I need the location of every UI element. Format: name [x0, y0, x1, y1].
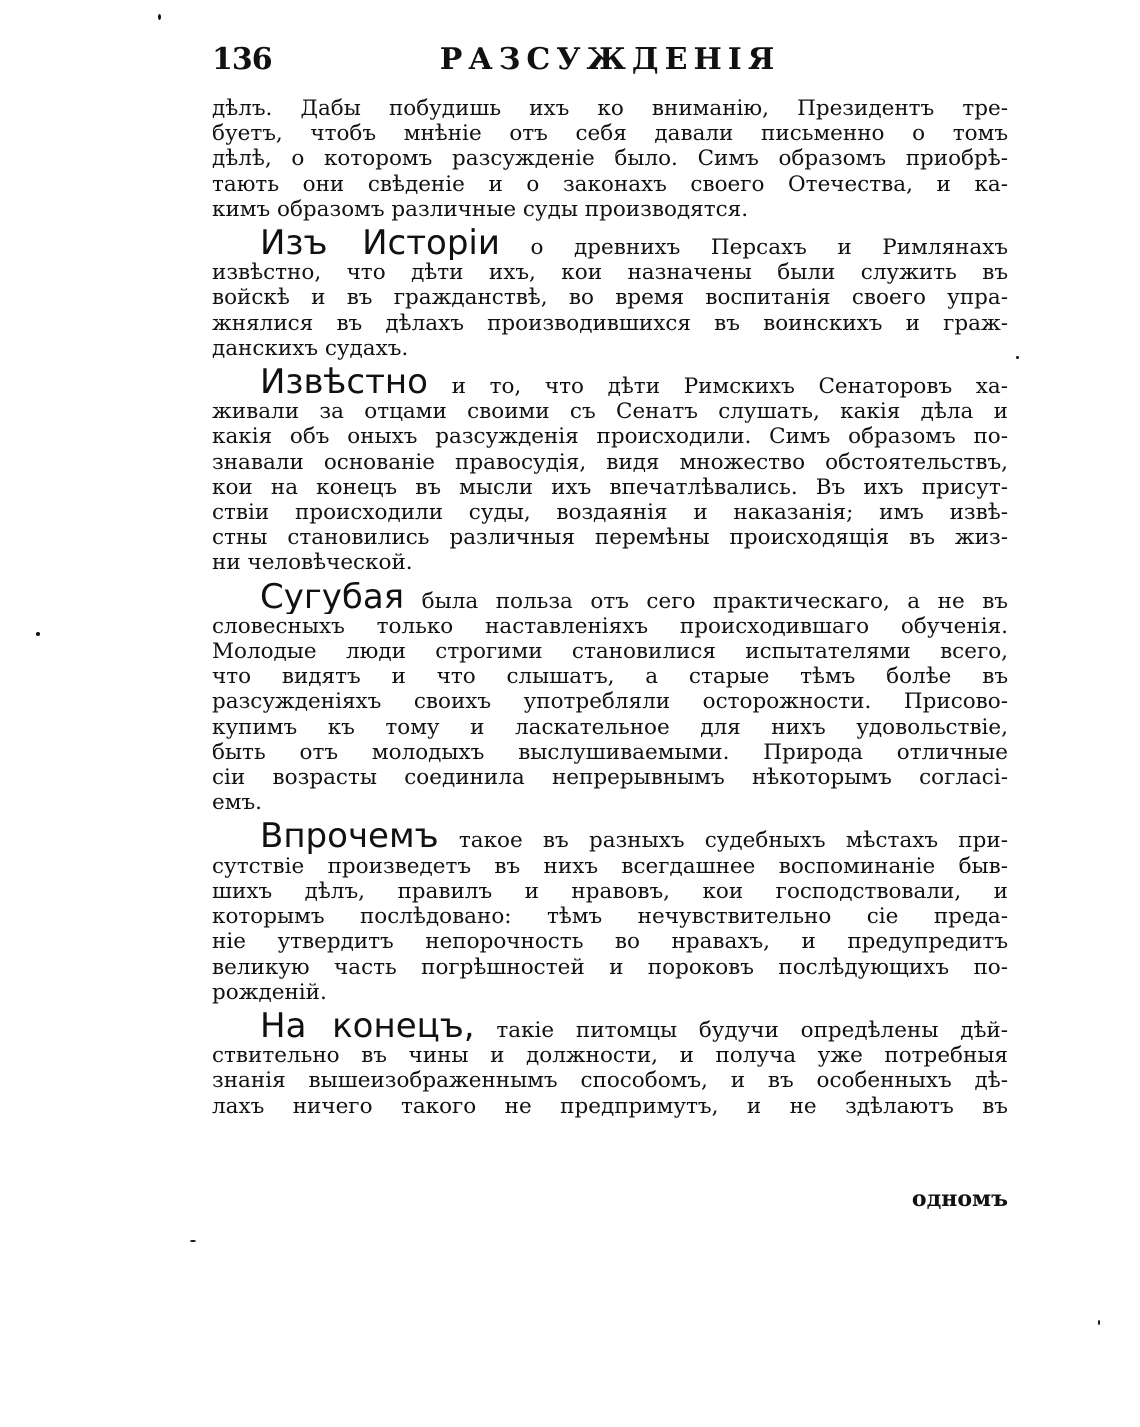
- text-line: купимъ къ тому и ласкательное для нихъ удовольствіе,: [212, 714, 1008, 740]
- text-line: данскихъ судахъ.: [212, 335, 409, 361]
- paragraph-lead: Сугубая: [260, 581, 405, 614]
- paragraph-lead: Впрочемъ: [260, 821, 439, 854]
- text-line: [212, 821, 1008, 853]
- text-line: ствительно въ чины и должности, и получа уже потребныя: [212, 1043, 1008, 1069]
- text-line: буетъ, чтобъ мнѣніе отъ себя давали письменно о томъ: [212, 121, 1008, 147]
- scan-speck: [1016, 356, 1019, 359]
- scan-speck: [158, 14, 161, 20]
- text-line: знанія вышеизображеннымъ способомъ, и въ особенныхъ дѣ-: [212, 1068, 1008, 1094]
- text-line: [212, 228, 1008, 260]
- text-line: ствіи происходили суды, воздаянія и наказанія; имъ извѣ-: [212, 500, 1008, 526]
- page-body: [212, 96, 1008, 1125]
- running-head: РАЗСУЖДЕНІЯ: [439, 42, 781, 77]
- paragraph-2: [212, 228, 1008, 361]
- text-line: извѣстно, что дѣти ихъ, кои назначены были служить въ: [212, 260, 1008, 286]
- text-line: стны становились различныя перемѣны происходящія въ жиз-: [212, 525, 1008, 551]
- paragraph-lead: Изъ Исторіи: [260, 228, 500, 261]
- text-line: сутствіе произведетъ въ нихъ всегдашнее воспоминаніе быв-: [212, 853, 1008, 879]
- text-line: жнялися въ дѣлахъ производившихся въ воинскихъ и граж-: [212, 310, 1008, 336]
- text-line: великую часть погрѣшностей и пороковъ послѣдующихъ по-: [212, 954, 1008, 980]
- text-line-rest: была польза отъ сего практическаго, а не въ: [421, 588, 1008, 614]
- text-line: которымъ послѣдовано: тѣмъ нечувствительно сіе преда-: [212, 904, 1008, 930]
- text-line: какія объ оныхъ разсужденія происходили. Симъ образомъ по-: [212, 424, 1008, 450]
- text-line-rest: и то, что дѣти Римскихъ Сенаторовъ ха-: [451, 374, 1008, 400]
- text-line: Молодые люди строгими становилися испытателями всего,: [212, 639, 1008, 665]
- scan-speck: [36, 632, 40, 636]
- text-line: словесныхъ только наставленіяхъ происходившаго обученія.: [212, 613, 1008, 639]
- paragraph-3: [212, 367, 1008, 576]
- paragraph-1: [212, 96, 1008, 222]
- paragraph-lead: На конецъ,: [260, 1010, 475, 1044]
- text-line: войскѣ и въ гражданствѣ, во время воспитанія своего упра-: [212, 285, 1008, 311]
- paragraph-6: [212, 1011, 1008, 1119]
- text-line: ни человѣческой.: [212, 550, 413, 576]
- text-line: лахъ ничего такого не предпримутъ, и не здѣлаютъ въ: [212, 1093, 1008, 1119]
- text-line: знавали основаніе правосудія, видя множество обстоятельствъ,: [212, 449, 1008, 475]
- text-line: что видятъ и что слышатъ, а старые тѣмъ болѣе въ: [212, 664, 1008, 690]
- page-number: 136: [212, 42, 272, 77]
- text-line: рожденій.: [212, 979, 327, 1005]
- text-line: быть отъ молодыхъ выслушиваемыми. Природа отличные: [212, 739, 1008, 765]
- scan-speck: [1098, 1320, 1100, 1325]
- text-line: [212, 1011, 1008, 1043]
- text-line: шихъ дѣлъ, правилъ и нравовъ, кои господствовали, и: [212, 878, 1008, 904]
- page-header: [212, 40, 1008, 80]
- text-line: [212, 582, 1008, 614]
- text-line: кои на конецъ въ мысли ихъ впечатлѣвались. Въ ихъ присут-: [212, 474, 1008, 500]
- paragraph-4: [212, 582, 1008, 816]
- text-line: сіи возрасты соединила непрерывнымъ нѣкоторымъ согласі-: [212, 765, 1008, 791]
- text-line: разсужденіяхъ своихъ употребляли осторожности. Присово-: [212, 689, 1008, 715]
- text-line: дѣлѣ, о которомъ разсужденіе было. Симъ образомъ приобрѣ-: [212, 146, 1008, 172]
- paragraph-lead: Извѣстно: [260, 367, 428, 400]
- text-line: тають они свѣденіе и о законахъ своего Отечества, и ка-: [212, 171, 1008, 197]
- text-line-rest: о древнихъ Персахъ и Римлянахъ: [530, 235, 1008, 261]
- text-line: живали за отцами своими съ Сенатъ слушать, какія дѣла и: [212, 399, 1008, 425]
- catchword: одномъ: [911, 1186, 1008, 1212]
- paragraph-5: [212, 821, 1008, 1004]
- scan-speck: [190, 1240, 196, 1242]
- text-line: кимъ образомъ различные суды производятся.: [212, 196, 749, 222]
- text-line: ніе утвердитъ непорочность во нравахъ, и предупредитъ: [212, 929, 1008, 955]
- text-line: [212, 367, 1008, 399]
- text-line: емъ.: [212, 790, 262, 816]
- text-line-rest: такое въ разныхъ судебныхъ мѣстахъ при-: [458, 828, 1008, 854]
- text-line-rest: такіе питомцы будучи опредѣлены дѣй-: [496, 1017, 1008, 1043]
- text-line: дѣлъ. Дабы побудишь ихъ ко вниманію, Президентъ тре-: [212, 96, 1008, 121]
